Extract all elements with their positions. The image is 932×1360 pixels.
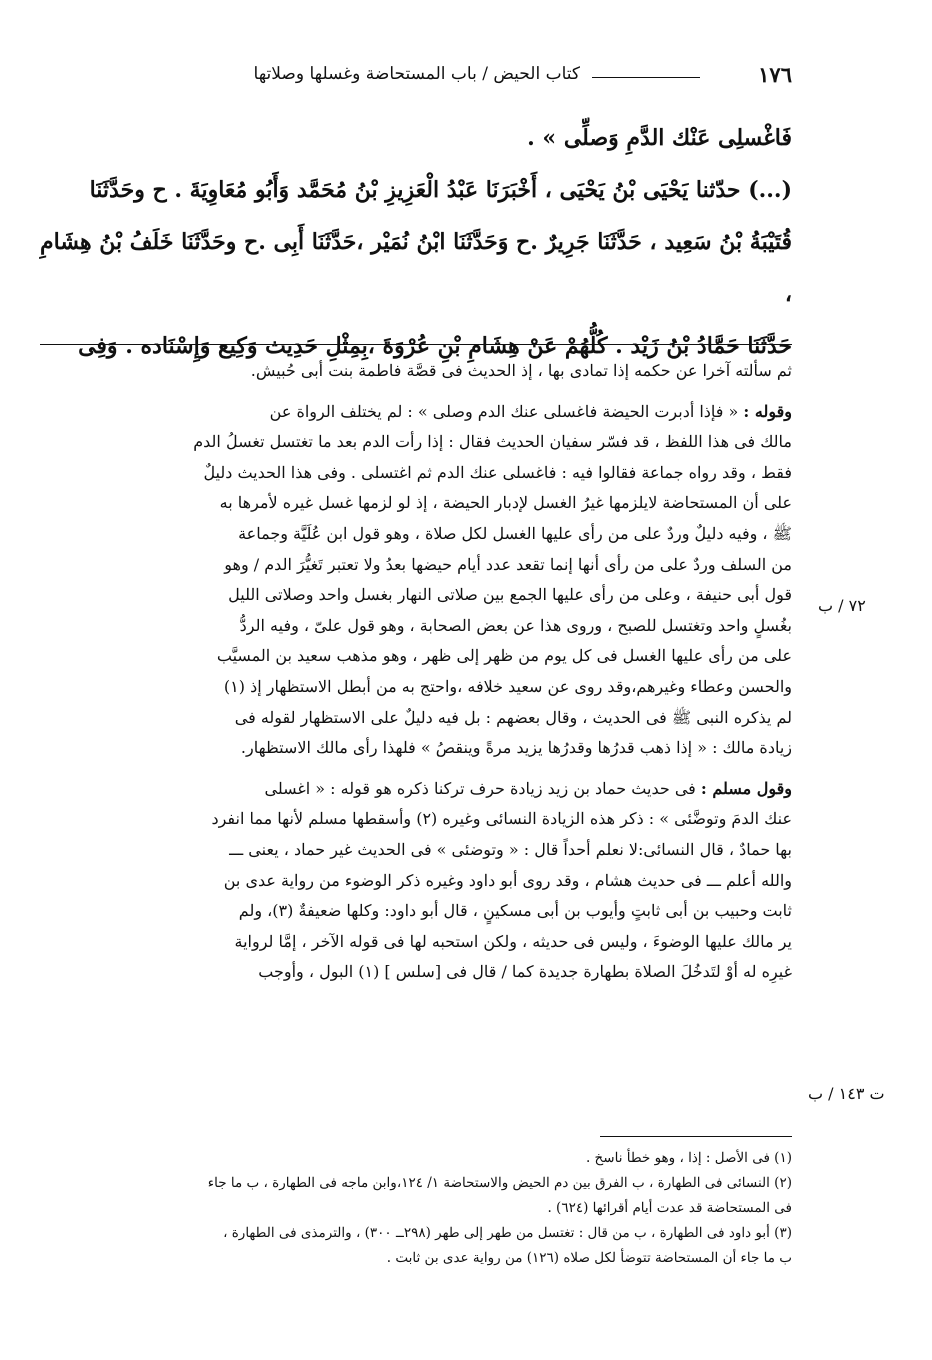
commentary-line: زيادة مالك : « إذا ذهب قدرُها وقدرُها يزيد مرةً وينقصُ » فلهذا رأى مالك الاستظهار. [240,738,792,758]
paragraph-lead: وقوله : [743,401,792,421]
hadith-line: قُتَيْبَةُ بْنُ سَعِيد ، حَدَّثَنَا جَرِيرٌ .ح وَحَدَّثَنَا ابْنُ نُمَيْر ،حَدَّثَنَا أَبِى .ح وحَدَّثَنَا خَلَفُ بْنُ هِشَامِ ، [40,229,792,307]
footnote-line: (١) فى الأصل : إذا ، وهو خطأ ناسخ . [585,1150,792,1166]
header-rule [592,77,700,78]
footnote-line: (٢) النسائى فى الطهارة ، ب الفرق بين دم الحيض والاستحاضة ١/ ١٢٤،وابن ماجه فى الطهارة ، ب ما جاء [207,1175,792,1191]
hadith-line: فَاغْسلِى عَنْك الدَّمِ وَصلِّى » . [527,125,792,151]
commentary-line: والله أعلم ـــ فى حديث هشام ، وقد روى أبو داود وغيره ذكر الوضوء من رواية عدى بن [223,870,792,890]
footnote-line: فى المستحاضة قد عدت أيام أقرائها (٦٢٤) . [547,1200,792,1216]
running-title: كتاب الحيض / باب المستحاضة وغسلها وصلاتها [253,64,580,84]
margin-folio-note: ت ١٤٣ / ب [808,1084,885,1103]
hadith-text [40,112,792,372]
commentary-line: ير مالك عليها الوضوءَ ، وليس فى حديثه ، ولكن استحبه لها فى قوله الآخر ، إمَّا لرواية [234,931,792,951]
commentary-line: فقط ، وقد رواه جماعة فقالوا فيه : فاغسلى عنك الدم ثم اغتسلى . وفى هذا الحديث دليلٌ [203,462,792,482]
commentary-line: على من رأى عليها الغسل فى كل يوم من ظهر إلى ظهر ، وهو مذهب سعيد بن المسيَّب [216,646,792,666]
commentary-line: بها حمادٌ ، قال النسائى:لا نعلم أحداً قال : « وتوضئى » فى الحديث غير حماد ، يعنى ـــ [229,839,792,859]
footnote-rule [600,1136,792,1137]
commentary-line: لم يذكره النبى ﷺ فى الحديث ، وقال بعضهم : بل فيه دليلٌ على الاستظهار لقوله فى [234,707,792,727]
text-separator-rule [40,344,792,345]
commentary-line: من السلف وردٌ على من رأى أنها إنما تقعد عدد أيام حيضها بعدُ ولا تعتبر تَغيُّرَ الدم / وهو [224,554,792,574]
commentary-line: غيرِه له أوْ لتَدخُلَ الصلاة بطهارة جديدة كما / قال فى [سلس ] (١) البول ، وأوجب [258,962,792,982]
commentary-line: عنك الدمَ وتوضَّئى » : ذكر هذه الزيادة النسائى وغيره (٢) وأسقطها مسلم لأنها مما انفرد [211,809,792,829]
commentary-line: مالك فى هذا اللفظ ، قد فسّر سفيان الحديث فقال : إذا رأت الدم بعد ما تغتسل تغسلُ الدم [193,432,792,452]
footnotes [40,1146,792,1271]
commentary-text [40,356,792,988]
commentary-line: ثم سألته آخرا عن حكمه إذا تمادى بها ، إذ الحديث فى قصَّة فاطمة بنت أبى حُبيش. [250,361,792,380]
paragraph-lead: وقول مسلم : [700,778,792,798]
commentary-line: والحسن وعطاء وغيرهم،وقد روى عن سعيد خلافه ،واحتج به من أبطل الاستظهار إذ (١) [223,676,792,696]
footnote-line: (٣) أبو داود فى الطهارة ، ب من قال : تغتسل من طهر إلى طهر (٢٩٨ــ ٣٠٠) ، والترمذى فى الطهارة ، [223,1225,792,1241]
commentary-line: وقول مسلم : فى حديث حماد بن زيد زيادة حرف تركنا ذكره هو قوله : « اغسلى [264,778,792,798]
commentary-line: ﷺ ، وفيه دليلٌ وردٌ على من رأى عليها الغسل لكل صلاة ، وهو قول ابن عُلَيَّة وجماعة [238,523,792,543]
hadith-line: (...) حدّثنا يَحْيَى بْنُ يَحْيَى ، أَخْبَرَنَا عَبْدُ الْعَزِيزِ بْنُ مُحَمَّد وَأَبُو مُعَاوِيَةَ . ح وحَدَّثَنَا [89,177,792,203]
commentary-line: قول أبى حنيفة ، وعلى من رأى عليها الجمع بين صلاتى النهار بغسل واحد وصلاتى الليل [228,585,792,605]
page-number: ١٧٦ [758,62,792,87]
commentary-line: وقوله : « فإذا أدبرت الحيضة فاغسلى عنك الدم وصلى » : لم يختلف الرواة عن [269,401,792,421]
hadith-line: حَدَّثَنَا حَمَّادُ بْنُ زَيْد . كُلُّهُمْ عَنْ هِشَامِ بْنِ عُرْوَةَ ،بِمِثْلِ حَدِيث وَكِيع وَإِسْنَاده . وَفِى [78,333,792,359]
commentary-line: على أن المستحاضة لايلزمها غيرُ الغسل لإدبار الحيضة ، إذ لو لزمها غسل غيره لأمرها به [219,493,792,513]
page-header [40,58,792,94]
commentary-line: بغُسلٍ واحد وتغتسل للصبح ، وروى هذا عن بعض الصحابة ، وهو قول علىّ ، وفيه الردُّ [239,615,792,635]
margin-folio-note: ٧٢ / ب [818,596,866,615]
commentary-line: ثابت وحبيب بن أبى ثابتٍ وأيوب بن أبى مسكينٍ ، قال أبو داود: وكلها ضعيفةٌ (٣)، ولم [238,901,792,921]
footnote-line: ب ما جاء أن المستحاضة تتوضأ لكل صلاه (١٢٦) من رواية عدى بن ثابت . [386,1250,792,1266]
